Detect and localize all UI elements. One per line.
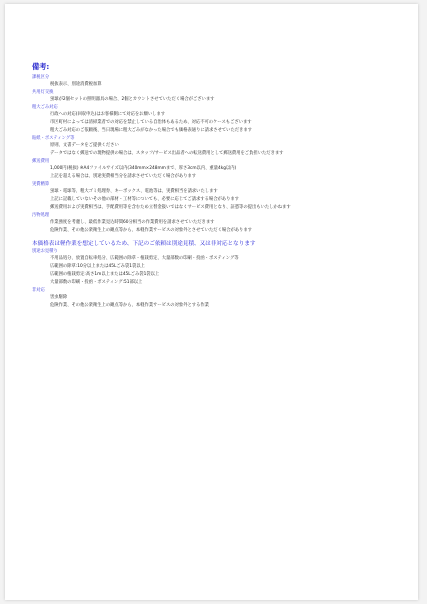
section-label: 別途お見積り — [32, 249, 58, 254]
section-label: 汚物処理 — [32, 213, 50, 218]
section-label: 実費精算 — [32, 182, 50, 187]
section-label: 粗大ごみ対応 — [32, 105, 58, 110]
section-line: 原則、文書データをご提供ください — [50, 143, 119, 148]
section-line: 作業強度を考慮し、最低作業見込時間60分相当の作業費用を請求させていただきます — [50, 220, 215, 225]
notice-text: 本価格表は軽作業を想定しているため、下記のご依頼は別途見積、又は非対応となります — [32, 241, 256, 247]
remarks-sections — [32, 74, 412, 235]
exception-sections — [32, 248, 412, 310]
section-line: 蛍球・電球等、粗大ゴミ処理券、キーボックス、電池等は、実費相当を請求いたします — [50, 189, 218, 194]
section-line: 市区町村によっては清掃業者での対応を禁止している自治体もあるため、対応不可のケースもございます — [50, 120, 252, 125]
section-line: 広範囲の除草:10分以上または45Lごみ袋1袋以上 — [50, 264, 145, 269]
section-label: 郵送費用 — [32, 159, 50, 164]
section-line: 広範囲の植栽剪定:高さ1m以上または45Lごみ袋1袋以上 — [50, 272, 160, 277]
section-line: 害虫駆除 — [50, 295, 68, 300]
section-line: 1,000円(税抜) ※A4ファイルサイズ以内(340mm×248mmまで、厚さ3cm以内、重量4kg以内) — [50, 166, 237, 171]
section-line: 郵送費用および実費相当は、手配費用等を含むため立替金扱いではなくサービス費用となり、証憑等の提出もいたしかねます — [50, 205, 291, 210]
section-line: 上記を超える場合は、別途実費相当分を請求させていただく場合があります — [50, 174, 197, 179]
section-line: 粗大ごみ対応のご依頼後、当日現場に粗大ごみがなかった場合でも価格表通りに請求させていただきます — [50, 128, 252, 133]
section-line: 不用品処分、放置自転車処分、広範囲の除草・植栽剪定、大量部数の印刷・投函・ポスティング等 — [50, 256, 239, 261]
section-line: 危険作業、その他公衆衛生上の観点等から、本軽作業サービスの対象外とさせていただく場合があります — [50, 228, 252, 233]
section-line: 危険作業、その他公衆衛生上の観点等から、本軽作業サービスの対象外とする作業 — [50, 303, 209, 308]
section-label: 非対応 — [32, 288, 45, 293]
document-page — [5, 4, 418, 600]
remarks-content — [32, 62, 412, 310]
section-line: 行政への対応(回収申込)はお客様側にて対応をお願いします — [50, 112, 166, 117]
section-label: 貼紙・ポスティング等 — [32, 136, 75, 141]
section-line: データではなく郵送での現物提供の場合は、スタッフ/サービス出品者への転送費用として郵送費用をご負担いただきます — [50, 151, 284, 156]
section-line: 蛍球が2個セットの照明器具の場合、2個とカウントさせていただく場合がございます — [50, 97, 215, 102]
section-line: 大量部数の印刷・投函・ポスティング:51部以上 — [50, 280, 143, 285]
section-line: 税抜表示、別途消費税加算 — [50, 82, 102, 87]
section-line: 上記に記載していないその他の部材・工材等についても、必要に応じてご請求する場合があります — [50, 197, 239, 202]
remarks-title: 備考: — [32, 62, 50, 71]
section-label: 課税区分 — [32, 75, 50, 80]
section-label: 共用灯交換 — [32, 90, 54, 95]
